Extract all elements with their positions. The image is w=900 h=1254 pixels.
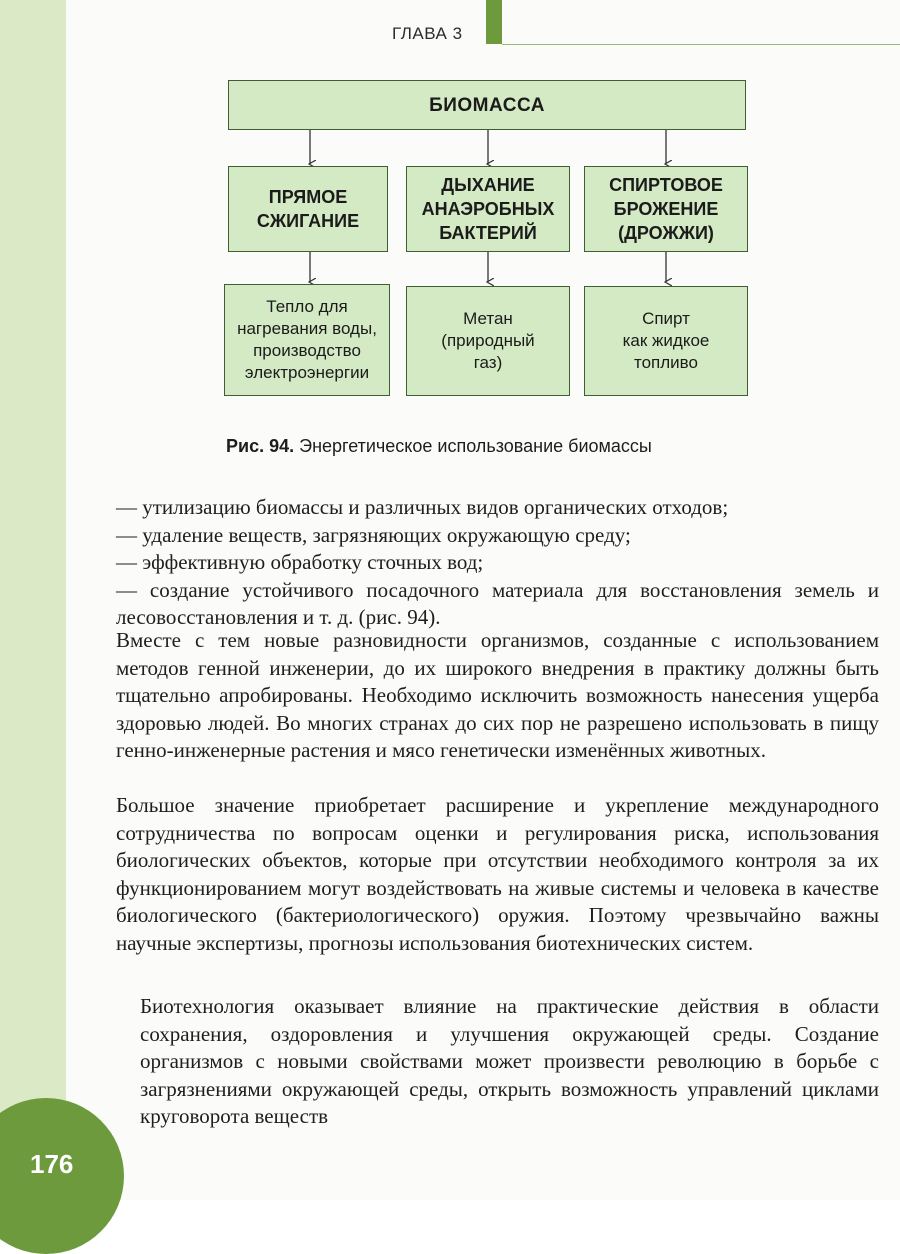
figure-caption-label: Рис. 94. — [226, 436, 295, 456]
result-box-alcohol — [584, 286, 748, 396]
list-item: — удаление веществ, загрязняющих окружающую среду; — [116, 522, 631, 547]
paragraph: Большое значение приобретает расширение и укрепление международного сотрудничества по вопросам оценки и регулирования риска, использования биологических объектов, которые при отсутствии необходимого контроля за их функционированием могут воздействовать на живые системы и человека в качестве биологического (бактериологического) оружия. Поэтому чрезвычайно важны научные экспертизы, прогнозы использования биотехнических систем. — [116, 793, 879, 955]
process-line: СПИРТОВОЕ — [609, 175, 723, 195]
process-box-direct-burning — [228, 166, 388, 252]
figure-caption-text: Энергетическое использование биомассы — [299, 436, 652, 456]
process-line: АНАЭРОБНЫХ — [421, 199, 555, 219]
result-line: Метан — [463, 309, 513, 328]
page-number: 176 — [30, 1149, 74, 1179]
process-box-alcohol-fermentation — [584, 166, 748, 252]
figure-caption — [226, 436, 652, 457]
list-item: — создание устойчивого посадочного материала для восстановления земель и лесовосстановления и т. д. (рис. 94). — [116, 577, 879, 629]
paragraph-international-cooperation — [116, 792, 879, 957]
process-line: БРОЖЕНИЕ — [613, 199, 719, 219]
result-line: топливо — [634, 353, 698, 372]
biomass-diagram — [0, 0, 900, 460]
paragraph-gmo-testing — [116, 627, 879, 765]
result-line: Спирт — [642, 309, 690, 328]
process-line: (ДРОЖЖИ) — [618, 223, 714, 243]
process-line: БАКТЕРИЙ — [439, 223, 537, 243]
result-line: Тепло для — [266, 297, 348, 316]
process-line: ДЫХАНИЕ — [441, 175, 535, 195]
result-line: газ) — [473, 353, 503, 372]
paragraph: Вместе с тем новые разновидности организмов, созданные с использованием методов генной инженерии, до их широкого внедрения в практику должны быть тщательно апробированы. Необходимо исключить возможность нанесения ущерба здоровью людей. Во многих странах до сих пор не разрешено использовать в пищу генно-инженерные растения и мясо генетически изменённых животных. — [116, 628, 879, 762]
biomass-box — [228, 80, 746, 130]
result-line: нагревания воды, — [237, 319, 377, 338]
result-line: производство — [253, 341, 361, 360]
result-line: как жидкое — [622, 331, 710, 350]
list-item: — эффективную обработку сточных вод; — [116, 550, 484, 574]
process-box-anaerobic-bacteria — [406, 166, 570, 252]
paragraph-biotechnology-environment — [140, 993, 879, 1131]
biomass-label: БИОМАССА — [429, 94, 545, 116]
chapter-label: ГЛАВА 3 — [392, 24, 463, 43]
paragraph: Биотехнология оказывает влияние на практические действия в области сохранения, оздоровления и улучшения окружающей среды. Создание организмов с новыми свойствами может произвести революцию в борьбе с загрязнениями окружающей среды, открыть возможность управлений циклами круговорота веществ — [140, 994, 879, 1128]
result-box-heat — [224, 284, 390, 396]
result-line: электроэнергии — [244, 363, 370, 382]
process-line: СЖИГАНИЕ — [256, 211, 360, 231]
result-box-methane — [406, 286, 570, 396]
bullet-list — [116, 494, 879, 632]
process-line: ПРЯМОЕ — [268, 187, 348, 207]
result-line: (природный — [441, 331, 535, 350]
list-item: — утилизацию биомассы и различных видов органических отходов; — [116, 495, 729, 519]
